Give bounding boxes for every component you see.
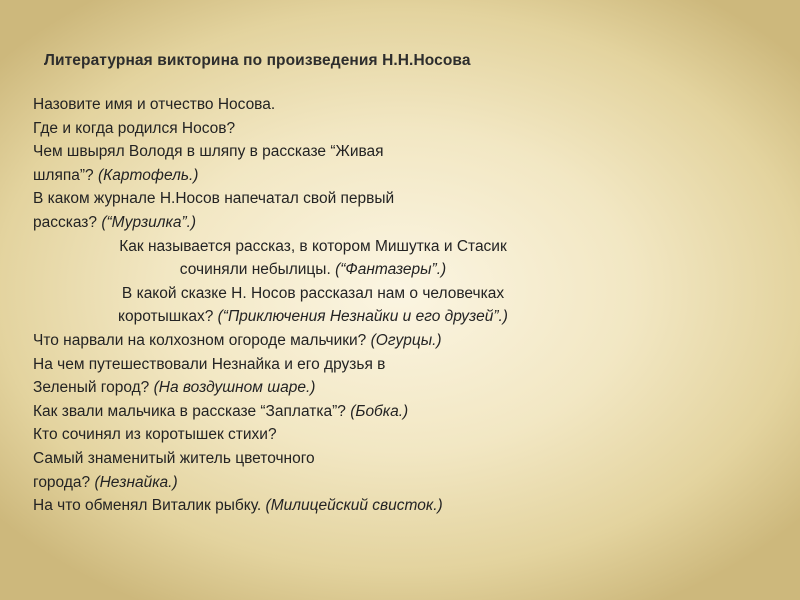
question-line: На что обменял Виталик рыбку. (Милицейский свисток.) (33, 497, 443, 515)
answer-text: (“Приключения Незнайки и его друзей”.) (217, 308, 508, 326)
answer-text: (“Мурзилка”.) (101, 213, 197, 231)
question-line: сочиняли небылицы. (“Фантазеры”.) (179, 261, 447, 279)
question-line: рассказ? (“Мурзилка”.) (33, 213, 197, 231)
answer-text: (Картофель.) (97, 166, 199, 184)
question-line: Как называется рассказ, в котором Мишутка и Стасик (119, 237, 507, 255)
quiz-questions (33, 93, 593, 518)
answer-text: (“Фантазеры”.) (335, 261, 447, 279)
slide-title: Литературная викторина по произведения Н.Н.Носова (44, 52, 471, 69)
question-line: На чем путешествовали Незнайка и его друзья в (33, 355, 386, 373)
question-line: Чем швырял Володя в шляпу в рассказе “Живая (33, 143, 384, 161)
answer-text: (Огурцы.) (370, 331, 442, 349)
question-line: Зеленый город? (На воздушном шаре.) (33, 379, 316, 397)
question-line: коротышках? (“Приключения Незнайки и его друзей”.) (118, 308, 508, 326)
question-line: Назовите имя и отчество Носова. (33, 96, 276, 113)
question-line: Как звали мальчика в рассказе “Заплатка”? (Бобка.) (33, 402, 409, 420)
question-line: Что нарвали на колхозном огороде мальчики? (Огурцы.) (33, 331, 442, 349)
question-line: Где и когда родился Носов? (33, 119, 236, 137)
question-line: В какой сказке Н. Носов рассказал нам о человечках (121, 284, 505, 302)
question-line: города? (Незнайка.) (33, 473, 178, 491)
question-line: Кто сочинял из коротышек стихи? (33, 426, 277, 444)
answer-text: (Незнайка.) (94, 473, 178, 491)
question-line: В каком журнале Н.Носов напечатал свой первый (33, 190, 395, 208)
question-line: шляпа”? (Картофель.) (33, 166, 199, 184)
answer-text: (На воздушном шаре.) (153, 379, 316, 397)
question-line: Самый знаменитый житель цветочного (33, 449, 315, 467)
answer-text: (Бобка.) (350, 402, 409, 420)
answer-text: (Милицейский свисток.) (265, 497, 443, 515)
